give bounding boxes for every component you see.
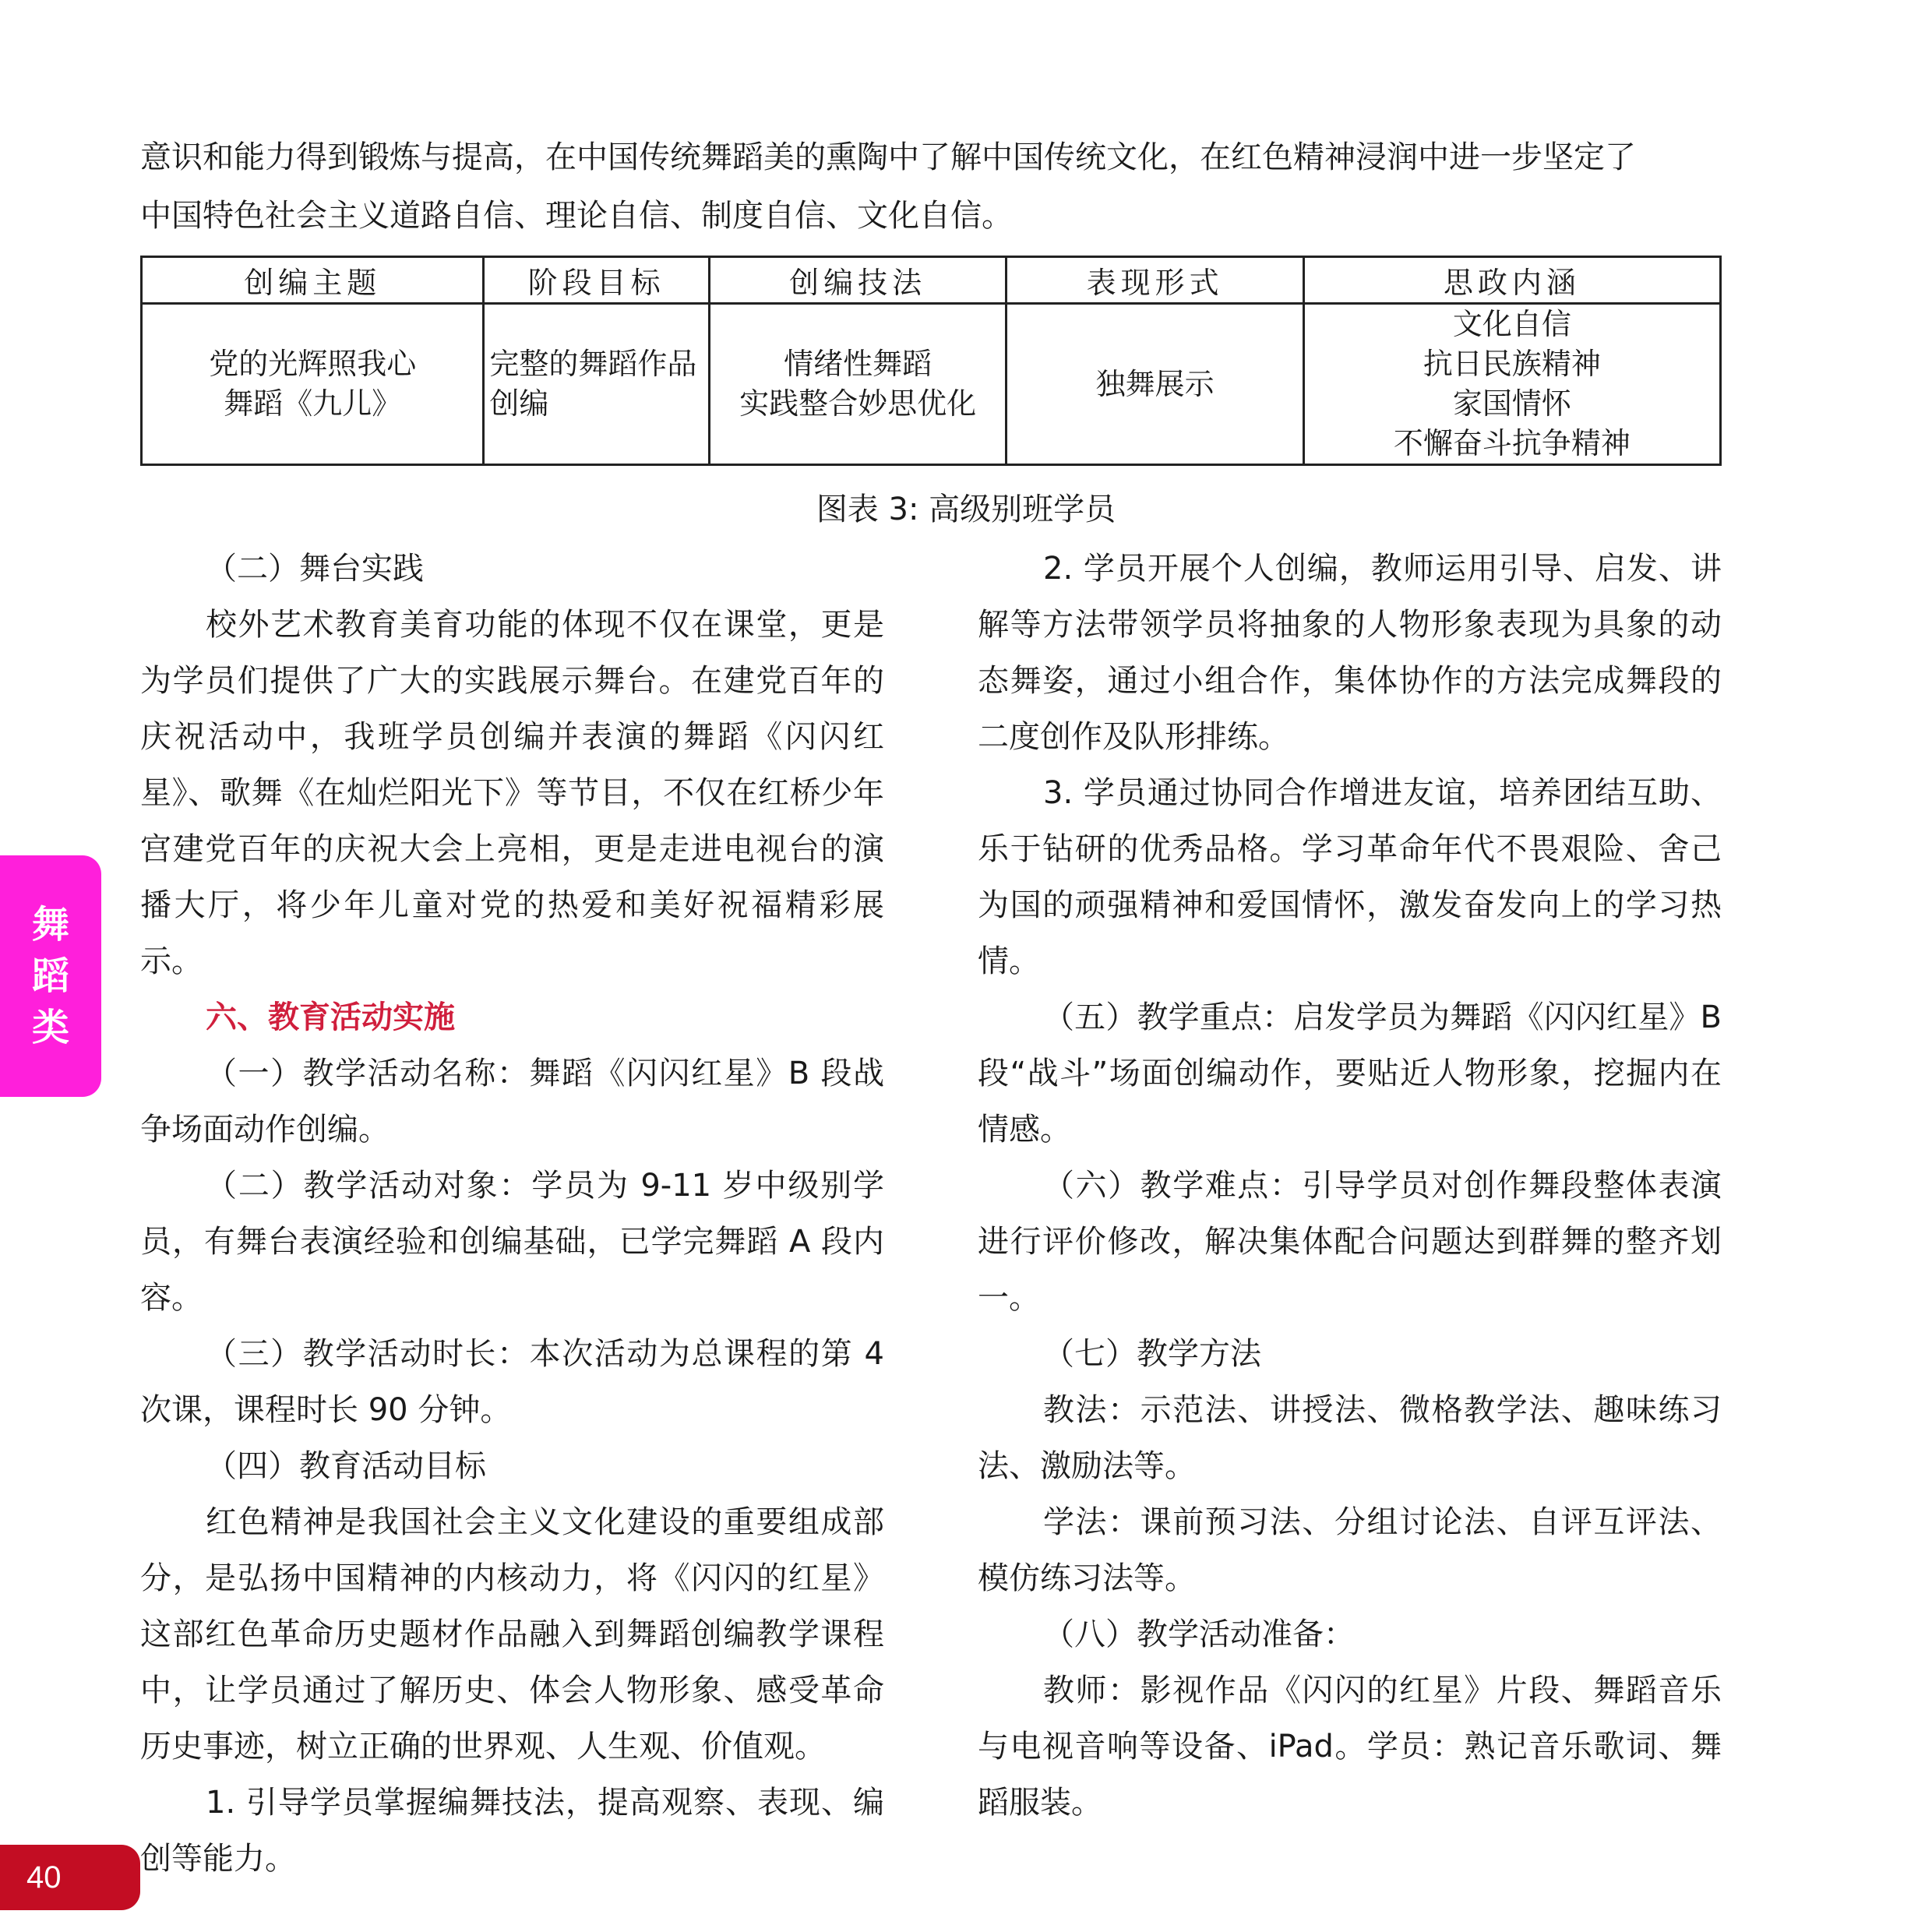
- category-side-tab: [0, 855, 101, 1097]
- paragraph: （六）教学难点：引导学员对创作舞段整体表演进行评价修改，解决集体配合问题达到群舞的整齐划一。: [978, 1168, 1722, 1316]
- cell-technique: [709, 304, 1006, 465]
- cell-theme: [142, 304, 484, 465]
- paragraph: （三）教学活动时长：本次活动为总课程的第 4 次课，课程时长 90 分钟。: [140, 1336, 884, 1428]
- paragraph: 3. 学员通过协同合作增进友谊，培养团结互助、乐于钻研的优秀品格。学习革命年代不畏艰险、舍己为国的顽强精神和爱国情怀，激发奋发向上的学习热情。: [978, 775, 1722, 979]
- cell-goal: 完整的舞蹈作品创编: [484, 304, 710, 465]
- cell-line: 舞蹈《九儿》: [224, 386, 402, 421]
- page-number: 40: [0, 1845, 140, 1910]
- paragraph: 教法：示范法、讲授法、微格教学法、趣味练习法、激励法等。: [978, 1392, 1722, 1484]
- paragraph: 红色精神是我国社会主义文化建设的重要组成部分，是弘扬中国精神的内核动力，将《闪闪的红星》这部红色革命历史题材作品融入到舞蹈创编教学课程中，让学员通过了解历史、体会人物形象、感受革命历史事迹，树立正确的世界观、人生观、价值观。: [140, 1504, 884, 1765]
- cell-form: 独舞展示: [1007, 304, 1303, 465]
- cell-line: 文化自信: [1452, 307, 1571, 341]
- paragraph: （一）教学活动名称：舞蹈《闪闪红星》B 段战争场面动作创编。: [140, 1056, 884, 1148]
- paragraph: 学法：课前预习法、分组讨论法、自评互评法、模仿练习法等。: [978, 1504, 1722, 1596]
- paragraph: （二）教学活动对象：学员为 9-11 岁中级别学员，有舞台表演经验和创编基础，已学完舞蹈 A 段内容。: [140, 1168, 884, 1316]
- left-column: [140, 541, 884, 1887]
- side-tab-char: 类: [31, 1006, 69, 1049]
- table-header: 思政内涵: [1303, 257, 1720, 304]
- intro-line-1: 意识和能力得到锻炼与提高，在中国传统舞蹈美的熏陶中了解中国传统文化，在红色精神浸润中进一步坚定了: [140, 139, 1636, 175]
- subheading: （二）舞台实践: [206, 551, 424, 587]
- table-caption: 图表 3: 高级别班学员: [816, 492, 1116, 527]
- table-header: 表现形式: [1007, 257, 1303, 304]
- paragraph: 1. 引导学员掌握编舞技法，提高观察、表现、编创等能力。: [140, 1785, 884, 1877]
- table-header-row: [142, 257, 1721, 304]
- subheading: （四）教育活动目标: [206, 1448, 486, 1484]
- side-tab-char: 舞: [31, 903, 69, 947]
- cell-line: 不懈奋斗抗争精神: [1393, 426, 1631, 460]
- paragraph: 2. 学员开展个人创编，教师运用引导、启发、讲解等方法带领学员将抽象的人物形象表现为具象的动态舞姿，通过小组合作，集体协作的方法完成舞段的二度创作及队形排练。: [978, 551, 1722, 755]
- paragraph: 教师：影视作品《闪闪的红星》片段、舞蹈音乐与电视音响等设备、iPad。学员：熟记音乐歌词、舞蹈服装。: [978, 1673, 1722, 1821]
- cell-ideology: [1303, 304, 1720, 465]
- curriculum-table: [140, 256, 1722, 466]
- cell-line: 抗日民族精神: [1423, 347, 1601, 381]
- table-header: 阶段目标: [484, 257, 710, 304]
- cell-line: 情绪性舞蹈: [784, 347, 933, 381]
- cell-line: 党的光辉照我心: [209, 347, 417, 381]
- subheading: （八）教学活动准备：: [1043, 1616, 1355, 1652]
- table-header: 创编主题: [142, 257, 484, 304]
- subheading: （七）教学方法: [1043, 1336, 1261, 1372]
- paragraph: （五）教学重点：启发学员为舞蹈《闪闪红星》B 段“战斗”场面创编动作，要贴近人物形象，挖掘内在情感。: [978, 999, 1722, 1148]
- table-row: [142, 304, 1721, 465]
- section-heading: 六、教育活动实施: [206, 999, 455, 1035]
- cell-line: 家国情怀: [1452, 386, 1571, 421]
- cell-line: 实践整合妙思优化: [739, 386, 977, 421]
- intro-line-2: 中国特色社会主义道路自信、理论自信、制度自信、文化自信。: [140, 198, 1013, 234]
- side-tab-char: 蹈: [31, 954, 69, 998]
- paragraph: 校外艺术教育美育功能的体现不仅在课堂，更是为学员们提供了广大的实践展示舞台。在建党百年的庆祝活动中，我班学员创编并表演的舞蹈《闪闪红星》、歌舞《在灿烂阳光下》等节目，不仅在红桥少年宫建党百年的庆祝大会上亮相，更是走进电视台的演播大厅，将少年儿童对党的热爱和美好祝福精彩展示。: [140, 607, 884, 979]
- table-header: 创编技法: [709, 257, 1006, 304]
- intro-paragraph: [140, 129, 1722, 245]
- right-column: [978, 541, 1722, 1831]
